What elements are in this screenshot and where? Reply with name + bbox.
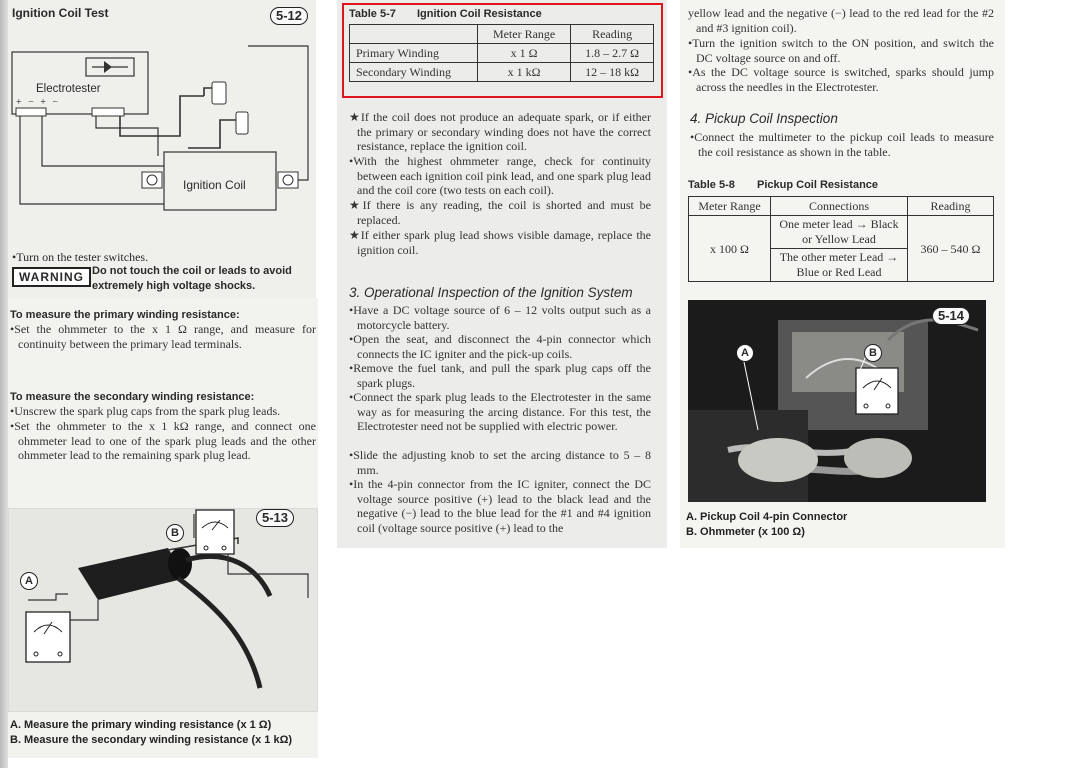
figure-5-12-badge: 5-12	[270, 7, 308, 25]
table-cell: 360 – 540 Ω	[908, 216, 994, 282]
winding-resistance-panel	[8, 298, 318, 758]
table-5-7-number: Table 5-7	[349, 8, 396, 20]
table-row	[689, 216, 994, 249]
turn-on-tester-text: •Turn on the tester switches.	[12, 250, 149, 264]
table-header-row	[689, 197, 994, 216]
pickup-coil-resistance-table	[688, 196, 994, 282]
ignition-coil-test-panel	[8, 0, 316, 298]
ignition-coil-label: Ignition Coil	[183, 178, 246, 192]
table-cell: x 100 Ω	[689, 216, 771, 282]
table-5-8-number: Table 5-8	[688, 179, 735, 191]
operational-step-3: •Remove the fuel tank, and pull the spark plug caps off the spark plugs.	[349, 361, 651, 390]
table-cell: The other meter Lead → Blue or Red Lead	[771, 249, 908, 282]
figure-5-14-photo	[688, 300, 986, 502]
table-cell: Secondary Winding	[350, 63, 478, 82]
table-header-cell: Meter Range	[478, 25, 571, 44]
figure-5-14-caption-a: A. Pickup Coil 4-pin Connector	[686, 511, 848, 523]
coil-note-2: •With the highest ohmmeter range, check for continuity between each ignition coil pink lead, and one spark plug lead and the coil core (two tests on each coil).	[349, 154, 651, 198]
warning-label: WARNING	[12, 267, 91, 287]
operational-step-2: •Open the seat, and disconnect the 4-pin connector which connects the IC igniter and the pick-up coils.	[349, 332, 651, 361]
electrotester-label: Electrotester	[36, 83, 101, 95]
table-cell: 12 – 18 kΩ	[571, 63, 654, 82]
secondary-step-2: •Set the ohmmeter to the x 1 kΩ range, and connect one ohmmeter lead to one of the spark plug leads and the other ohmmeter lead to the remaining spark plug lead.	[10, 419, 316, 463]
table-header-cell: Meter Range	[689, 197, 771, 216]
table-header-cell: Reading	[908, 197, 994, 216]
figure-5-13-caption-b: B. Measure the secondary winding resistance (x 1 kΩ)	[10, 734, 293, 746]
operational-step-1: •Have a DC voltage source of 6 – 12 volts output such as a motorcycle battery.	[349, 303, 651, 332]
continued-text-3: •As the DC voltage source is switched, sparks should jump across the needles in the Electrotester.	[688, 65, 994, 94]
secondary-step-1: •Unscrew the spark plug caps from the spark plug leads.	[10, 404, 281, 418]
coil-note-3: ★If there is any reading, the coil is shorted and must be replaced.	[349, 198, 651, 227]
operational-step-6: •In the 4-pin connector from the IC igniter, connect the DC voltage source positive (+) lead to the black lead and the negative (−) lead to the blue lead for the #1 and #4 ignition coil (voltage source positive (+) lead to the	[349, 477, 651, 535]
operational-inspection-title: 3. Operational Inspection of the Ignition System	[349, 285, 633, 300]
page-binding-edge	[0, 0, 8, 768]
figure-5-13-photo	[8, 508, 318, 712]
continued-text-2: •Turn the ignition switch to the ON position, and switch the DC voltage source on and off.	[688, 36, 994, 65]
callout-b-ohmmeter: B	[864, 344, 882, 362]
primary-step: •Set the ohmmeter to the x 1 Ω range, and measure for continuity between the primary lead terminals.	[10, 322, 316, 351]
terminal-polarity-marks: + − + −	[16, 97, 61, 108]
primary-heading: To measure the primary winding resistance:	[10, 309, 240, 321]
table-cell: 1.8 – 2.7 Ω	[571, 44, 654, 63]
table-5-7-highlight	[342, 3, 663, 98]
warning-text: Do not touch the coil or leads to avoid extremely high voltage shocks.	[92, 265, 292, 292]
ignition-coil-test-title: Ignition Coil Test	[12, 6, 109, 20]
table-header-cell: Reading	[571, 25, 654, 44]
callout-a-connector: A	[736, 344, 754, 362]
coil-note-4: ★If either spark plug lead shows visible damage, replace the ignition coil.	[349, 228, 651, 257]
pickup-coil-step: •Connect the multimeter to the pickup coil leads to measure the coil resistance as shown in the table.	[690, 130, 994, 159]
operational-step-4: •Connect the spark plug leads to the Electrotester in the same way as for measuring the arcing distance. For this test, the Electrotester need not be supplied with electric power.	[349, 390, 651, 434]
table-cell: Primary Winding	[350, 44, 478, 63]
table-cell: x 1 kΩ	[478, 63, 571, 82]
figure-5-14-badge: 5-14	[932, 307, 970, 325]
operational-step-5: •Slide the adjusting knob to set the arcing distance to 5 – 8 mm.	[349, 448, 651, 477]
figure-5-14-caption-b: B. Ohmmeter (x 100 Ω)	[686, 526, 805, 538]
callout-a-ohmmeter: A	[20, 572, 38, 590]
table-5-7-title: Ignition Coil Resistance	[417, 8, 542, 20]
table-cell: One meter lead → Black or Yellow Lead	[771, 216, 908, 249]
figure-5-13-caption-a: A. Measure the primary winding resistance (x 1 Ω)	[10, 719, 272, 731]
secondary-heading: To measure the secondary winding resistance:	[10, 391, 255, 403]
continued-text-1: yellow lead and the negative (−) lead to the red lead for the #2 and #3 ignition coil).	[688, 6, 994, 35]
pickup-coil-title: 4. Pickup Coil Inspection	[690, 111, 838, 126]
coil-note-1: ★If the coil does not produce an adequate spark, or if either the primary or secondary winding does not have the correct resistance, replace the ignition coil.	[349, 110, 651, 154]
table-header-cell: Connections	[771, 197, 908, 216]
pickup-coil-panel	[680, 0, 1005, 548]
electrotester-wiring-diagram	[8, 36, 316, 226]
table-cell: x 1 Ω	[478, 44, 571, 63]
callout-b-ohmmeter: B	[166, 524, 184, 542]
table-5-8-title: Pickup Coil Resistance	[757, 179, 879, 191]
figure-5-13-badge: 5-13	[256, 509, 294, 527]
